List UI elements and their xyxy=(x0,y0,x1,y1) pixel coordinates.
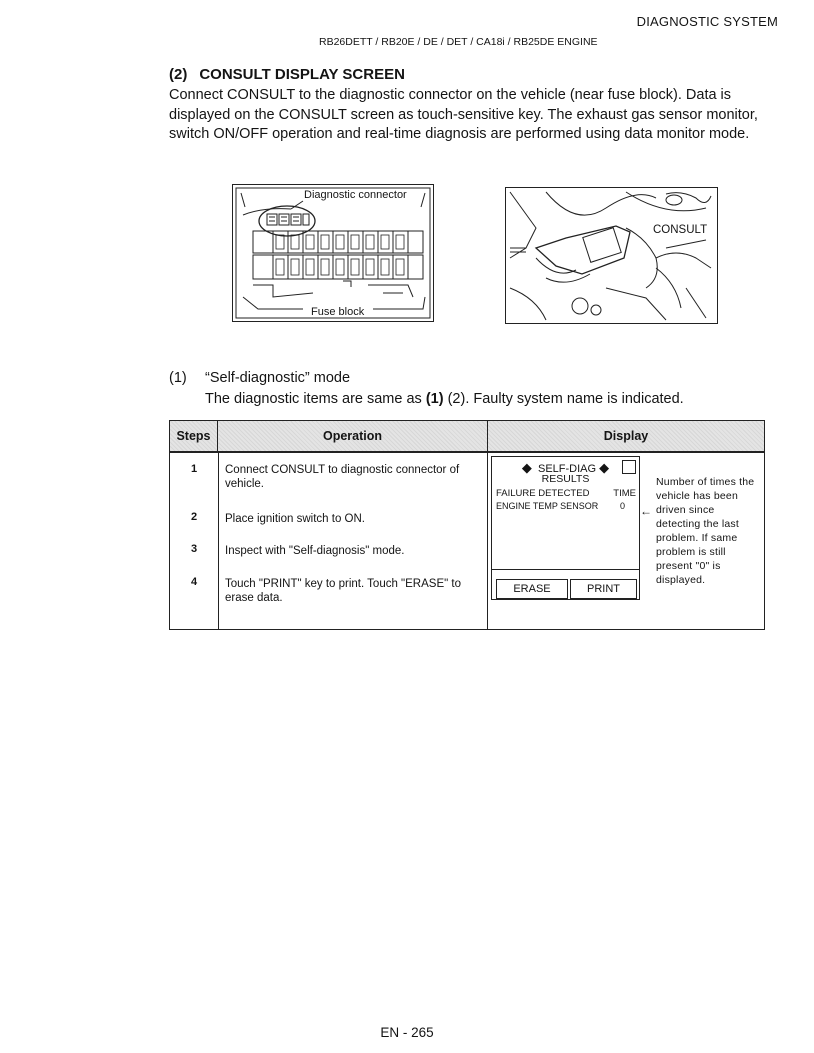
step-number: 2 xyxy=(190,511,198,523)
screen-failure-detected-header: FAILURE DETECTED xyxy=(496,488,590,499)
subsection-text xyxy=(205,391,684,407)
step-operation-text: Touch "PRINT" key to print. Touch "ERASE" to erase data. xyxy=(225,578,461,604)
document-header-engines: RB26DETT / RB20E / DE / DET / CA18i / RB25DE ENGINE xyxy=(319,36,598,48)
step-operation-text: Inspect with "Self-diagnosis" mode. xyxy=(225,545,405,557)
consult-label: CONSULT xyxy=(653,224,708,236)
self-diagnostic-steps-table xyxy=(169,420,765,630)
subsection-number: (1) xyxy=(169,370,187,386)
document-header-system: DIAGNOSTIC SYSTEM xyxy=(636,14,778,29)
consult-screen-mockup xyxy=(491,456,640,600)
consult-connection-figure xyxy=(505,187,718,324)
section-title: CONSULT DISPLAY SCREEN xyxy=(199,66,405,83)
fuse-block-label: Fuse block xyxy=(311,306,365,318)
screen-title-text: SELF-DIAG xyxy=(537,463,597,475)
diagnostic-connector-label: Diagnostic connector xyxy=(304,189,407,201)
section-heading xyxy=(169,66,405,83)
screen-time-header: TIME xyxy=(613,488,636,499)
step-operation-text: Connect CONSULT to diagnostic connector of vehicle. xyxy=(225,464,460,490)
screen-divider xyxy=(492,569,639,570)
step-operation-text: Place ignition switch to ON. xyxy=(225,513,365,525)
subsection-text-a: The diagnostic items are same as xyxy=(205,391,426,407)
section-number: (2) xyxy=(169,66,188,83)
diamond-icon: ◆ xyxy=(521,460,532,475)
table-header-display: Display xyxy=(488,421,765,453)
vehicle-interior-illustration xyxy=(506,188,717,323)
print-key: PRINT xyxy=(570,579,637,599)
steps-operation-cell xyxy=(170,452,488,630)
section-intro-paragraph: Connect CONSULT to the diagnostic connector on the vehicle (near fuse block). Data is displayed on the CONSULT screen as touch-sensitive key. The exhaust gas sensor monitor, switch ON/OFF operation and real-time diagnosis are performed using data monitor mode. xyxy=(169,87,758,142)
screen-results-label: RESULTS xyxy=(541,473,590,485)
fuse-block-figure xyxy=(232,184,434,322)
subsection-text-b: (2). Faulty system name is indicated. xyxy=(443,391,684,407)
table-header-operation: Operation xyxy=(218,421,488,453)
screen-page-box xyxy=(622,460,636,474)
diamond-icon: ◆ xyxy=(599,460,610,475)
fuse-block-illustration xyxy=(233,185,433,321)
arrow-left-icon: ← xyxy=(640,504,652,518)
time-count-note: Number of times the vehicle has been driven since detecting the last problem. If same problem is still present "0" is displayed. xyxy=(656,476,755,586)
screen-failure-item: ENGINE TEMP SENSOR xyxy=(496,501,599,511)
subsection-title: “Self-diagnostic” mode xyxy=(205,370,351,386)
display-cell xyxy=(488,452,765,630)
table-header-steps: Steps xyxy=(170,421,218,453)
step-number: 1 xyxy=(190,463,198,475)
step-number: 4 xyxy=(190,576,198,588)
page-number: EN - 265 xyxy=(380,1025,434,1040)
step-number: 3 xyxy=(190,543,198,555)
subsection-heading xyxy=(169,370,350,386)
screen-failure-time-value: 0 xyxy=(619,501,625,511)
subsection-text-ref: (1) xyxy=(425,391,444,407)
erase-key: ERASE xyxy=(496,579,568,599)
